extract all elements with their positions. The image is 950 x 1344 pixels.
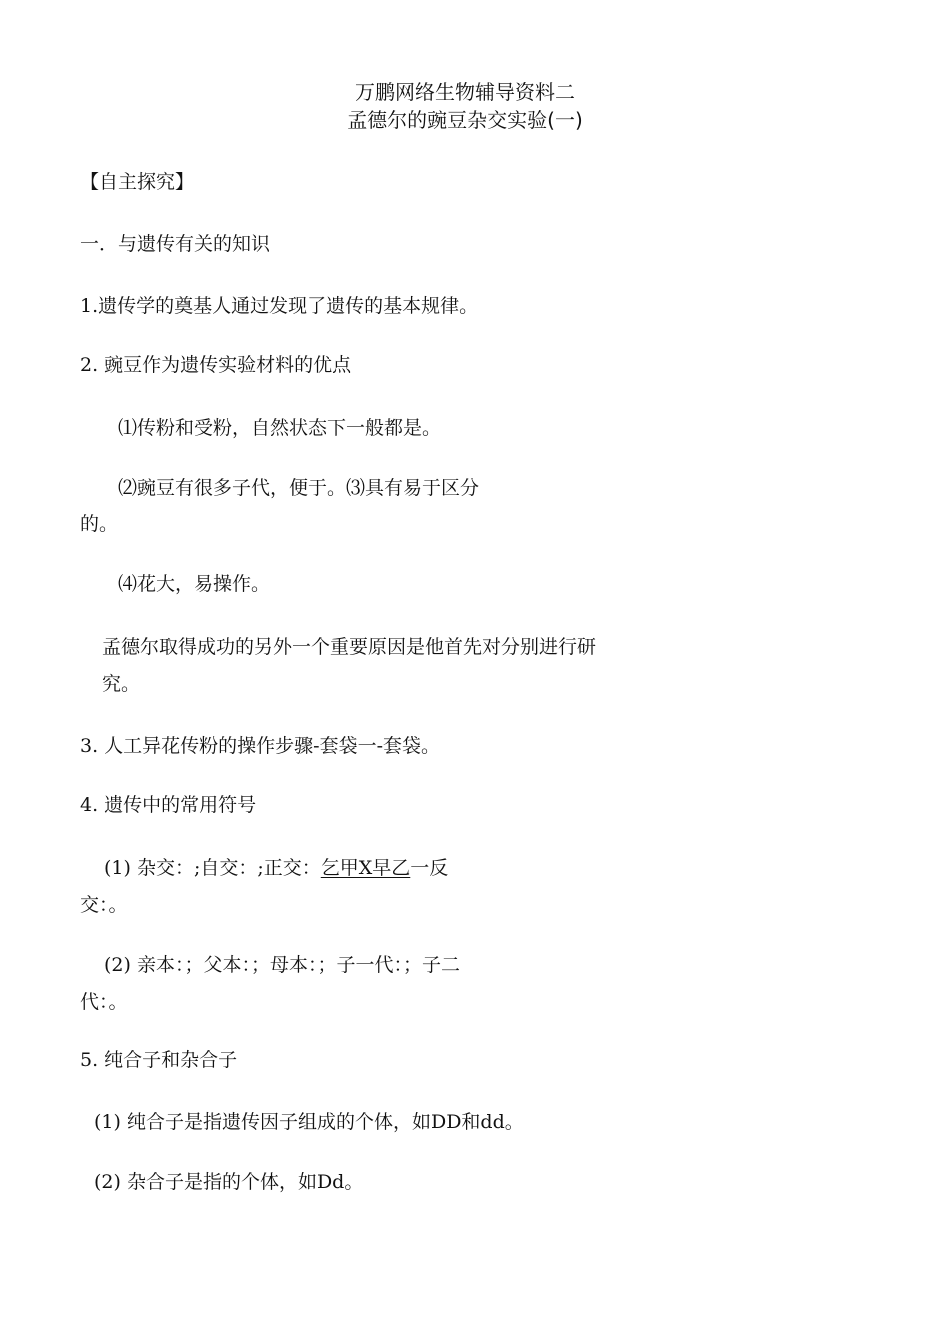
item4-sub1-line1 (104, 856, 448, 880)
item5-heading: 5. 纯合子和杂合子 (80, 1049, 238, 1071)
item2-sub2-line2: 的。 (80, 513, 119, 535)
item4-sub1-prefix: (1) 杂交：;自交：;正交： (104, 857, 321, 879)
part1-heading: 一．与遗传有关的知识 (80, 233, 271, 255)
item2-sub1: ⑴传粉和受粉，自然状态下一般都是。 (118, 417, 442, 439)
item4-sub1-line2: 交：。 (80, 894, 128, 916)
item2-note-line1: 孟德尔取得成功的另外一个重要原因是他首先对分别进行研 (102, 636, 597, 658)
item2-sub4: ⑷花大，易操作。 (118, 573, 271, 595)
item4-sub1-suffix: 一反 (410, 857, 449, 879)
item4-sub2-line1: (2) 亲本：；父本：；母本：；子一代：；子二 (104, 954, 460, 976)
item3-text: 3. 人工异花传粉的操作步骤-套袋一-套袋。 (80, 735, 441, 757)
item4-heading: 4. 遗传中的常用符号 (80, 794, 257, 816)
page-title: 万鹏网络生物辅导资料二 (355, 80, 575, 104)
item4-sub1-underlined: 乞甲X早乙 (320, 857, 411, 879)
item5-sub2: (2) 杂合子是指的个体，如Dd。 (94, 1171, 364, 1193)
item4-sub2-line2: 代：。 (80, 991, 128, 1013)
item1-text: 1.遗传学的奠基人通过发现了遗传的基本规律。 (80, 295, 479, 317)
item2-note-line2: 究。 (102, 673, 141, 695)
section-heading: 【自主探究】 (80, 171, 195, 193)
item5-sub1: (1) 纯合子是指遗传因子组成的个体，如DD和dd。 (94, 1111, 524, 1133)
item2-heading: 2. 豌豆作为遗传实验材料的优点 (80, 354, 352, 376)
page-subtitle: 孟德尔的豌豆杂交实验(一) (347, 108, 583, 132)
item2-sub2-line1: ⑵豌豆有很多子代，便于。⑶具有易于区分 (118, 477, 480, 499)
